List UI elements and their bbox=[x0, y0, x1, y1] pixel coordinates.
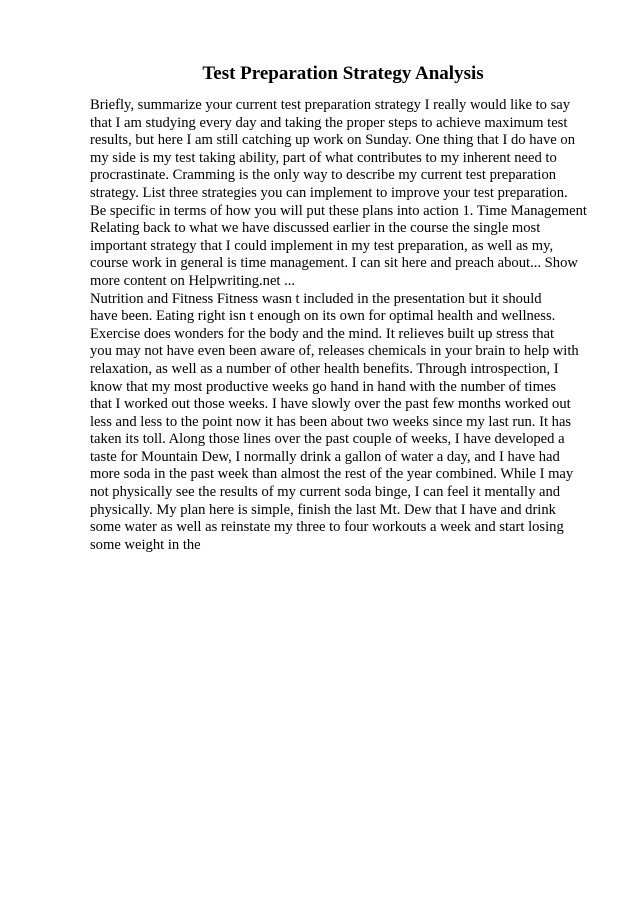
body-text-line: relaxation, as well as a number of other health benefits. Through introspection, I bbox=[90, 360, 559, 377]
body-text-line: Nutrition and Fitness Fitness wasn t included in the presentation but it should bbox=[90, 290, 542, 307]
body-text-line: Exercise does wonders for the body and the mind. It relieves built up stress that bbox=[90, 325, 555, 342]
body-text-line: procrastinate. Cramming is the only way to describe my current test preparation bbox=[90, 167, 557, 184]
body-text-line: Briefly, summarize your current test preparation strategy I really would like to say bbox=[90, 97, 571, 113]
body-text-line: more soda in the past week than almost the rest of the year combined. While I may bbox=[90, 466, 574, 483]
body-text-line: physically. My plan here is simple, finish the last Mt. Dew that I have and drink bbox=[90, 501, 556, 518]
body-text-line: Relating back to what we have discussed earlier in the course the single most bbox=[90, 220, 541, 237]
document-title: Test Preparation Strategy Analysis bbox=[202, 63, 484, 84]
body-text-line: important strategy that I could implement in my test preparation, as well as my, bbox=[90, 237, 554, 254]
body-text-line: more content on Helpwriting.net ... bbox=[90, 272, 296, 289]
body-text-line: some water as well as reinstate my three to four workouts a week and start losing bbox=[90, 519, 564, 536]
body-text-line: know that my most productive weeks go hand in hand with the number of times bbox=[90, 378, 557, 395]
body-text-line: some weight in the bbox=[90, 536, 201, 553]
body-text-line: results, but here I am still catching up work on Sunday. One thing that I do have on bbox=[90, 132, 576, 149]
body-text-line: taken its toll. Along those lines over the past couple of weeks, I have developed a bbox=[90, 431, 565, 448]
body-text-line: taste for Mountain Dew, I normally drink a gallon of water a day, and I have had bbox=[90, 448, 560, 465]
body-text-line: that I am studying every day and taking the proper steps to achieve maximum test bbox=[90, 114, 568, 131]
body-text-line: strategy. List three strategies you can implement to improve your test preparation. bbox=[90, 184, 568, 201]
body-text-line: not physically see the results of my current soda binge, I can feel it mentally and bbox=[90, 484, 561, 501]
body-text-line: less and less to the point now it has been about two weeks since my last run. It has bbox=[90, 413, 572, 430]
body-text-line: you may not have even been aware of, releases chemicals in your brain to help with bbox=[90, 343, 579, 360]
body-text-line: course work in general is time management. I can sit here and preach about... Show bbox=[90, 255, 578, 272]
body-text-line: Be specific in terms of how you will put these plans into action 1. Time Management bbox=[90, 202, 587, 219]
body-text-line: have been. Eating right isn t enough on its own for optimal health and wellness. bbox=[90, 308, 556, 325]
body-text-line: my side is my test taking ability, part of what contributes to my inherent need to bbox=[90, 149, 557, 166]
document-body bbox=[90, 97, 620, 554]
body-text-line: that I worked out those weeks. I have slowly over the past few months worked out bbox=[90, 396, 571, 413]
